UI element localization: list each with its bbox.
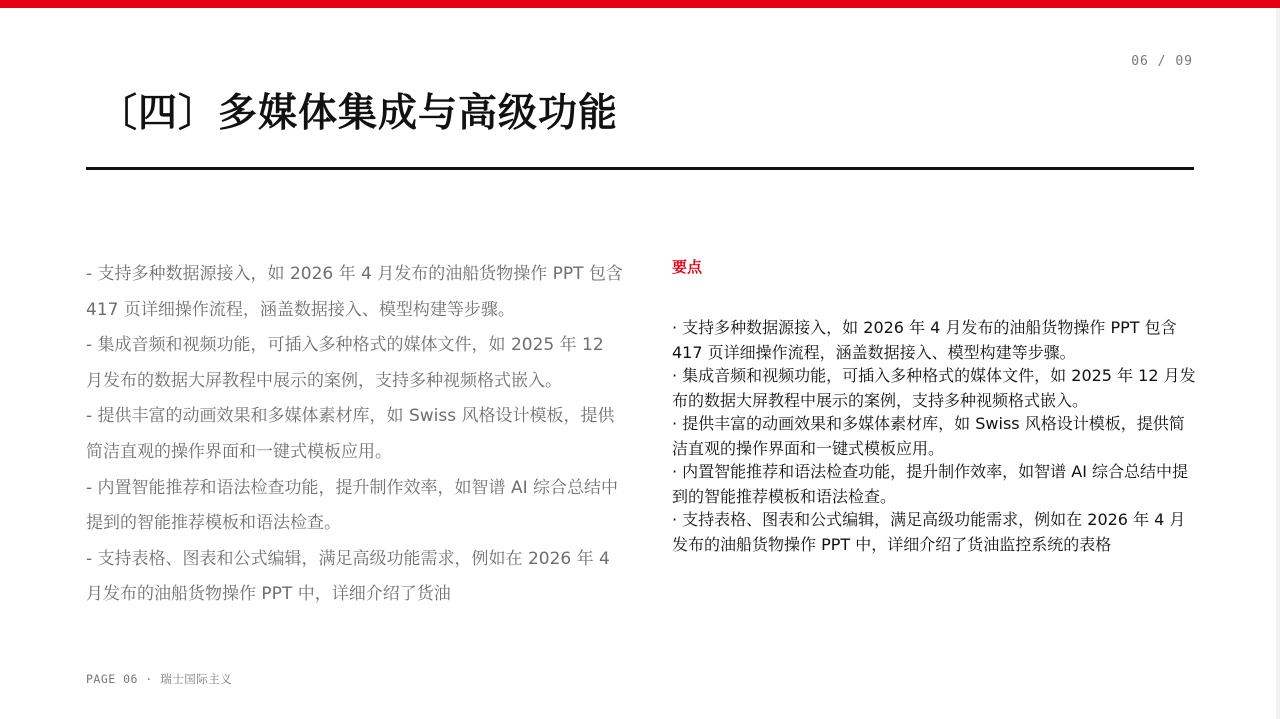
key-point-item: · 提供丰富的动画效果和多媒体素材库，如 Swiss 风格设计模板，提供简洁直观的操作界面和一键式模板应用。 xyxy=(672,414,1185,458)
slide-title: 〔四〕多媒体集成与高级功能 xyxy=(98,91,619,136)
body-item: - 支持表格、图表和公式编辑，满足高级功能需求，例如在 2026 年 4 月发布的油船货物操作 PPT 中，详细介绍了货油 xyxy=(86,548,610,605)
key-points-panel xyxy=(672,256,1197,556)
page-footer: PAGE 06 · 瑞士国际主义 xyxy=(86,672,233,686)
body-item: - 支持多种数据源接入，如 2026 年 4 月发布的油船货物操作 PPT 包含 417 页详细操作流程，涵盖数据接入、模型构建等步骤。 xyxy=(86,264,623,320)
page-indicator: 06 / 09 xyxy=(1131,54,1193,69)
body-item: - 提供丰富的动画效果和多媒体素材库，如 Swiss 风格设计模板，提供简洁直观的操作界面和一键式模板应用。 xyxy=(86,406,615,462)
body-text-column xyxy=(86,257,626,685)
right-edge-border xyxy=(1276,8,1280,719)
key-point-item: · 集成音频和视频功能，可插入多种格式的媒体文件，如 2025 年 12 月发布的数据大屏教程中展示的案例，支持多种视频格式嵌入。 xyxy=(672,366,1196,410)
body-item: - 集成音频和视频功能，可插入多种格式的媒体文件，如 2025 年 12 月发布的数据大屏教程中展示的案例，支持多种视频格式嵌入。 xyxy=(86,335,604,391)
title-divider xyxy=(86,167,1194,170)
top-accent-bar xyxy=(0,0,1280,8)
key-point-item: · 支持表格、图表和公式编辑，满足高级功能需求，例如在 2026 年 4 月发布的油船货物操作 PPT 中，详细介绍了货油监控系统的表格 xyxy=(672,510,1186,554)
key-point-item: · 支持多种数据源接入，如 2026 年 4 月发布的油船货物操作 PPT 包含 417 页详细操作流程，涵盖数据接入、模型构建等步骤。 xyxy=(672,318,1177,362)
key-points-title: 要点 xyxy=(672,258,703,276)
key-point-item: · 内置智能推荐和语法检查功能，提升制作效率，如智谱 AI 综合总结中提到的智能推荐模板和语法检查。 xyxy=(672,462,1189,506)
key-points-list xyxy=(672,316,1197,557)
body-item: - 内置智能推荐和语法检查功能，提升制作效率，如智谱 AI 综合总结中提到的智能推荐模板和语法检查。 xyxy=(86,477,618,534)
